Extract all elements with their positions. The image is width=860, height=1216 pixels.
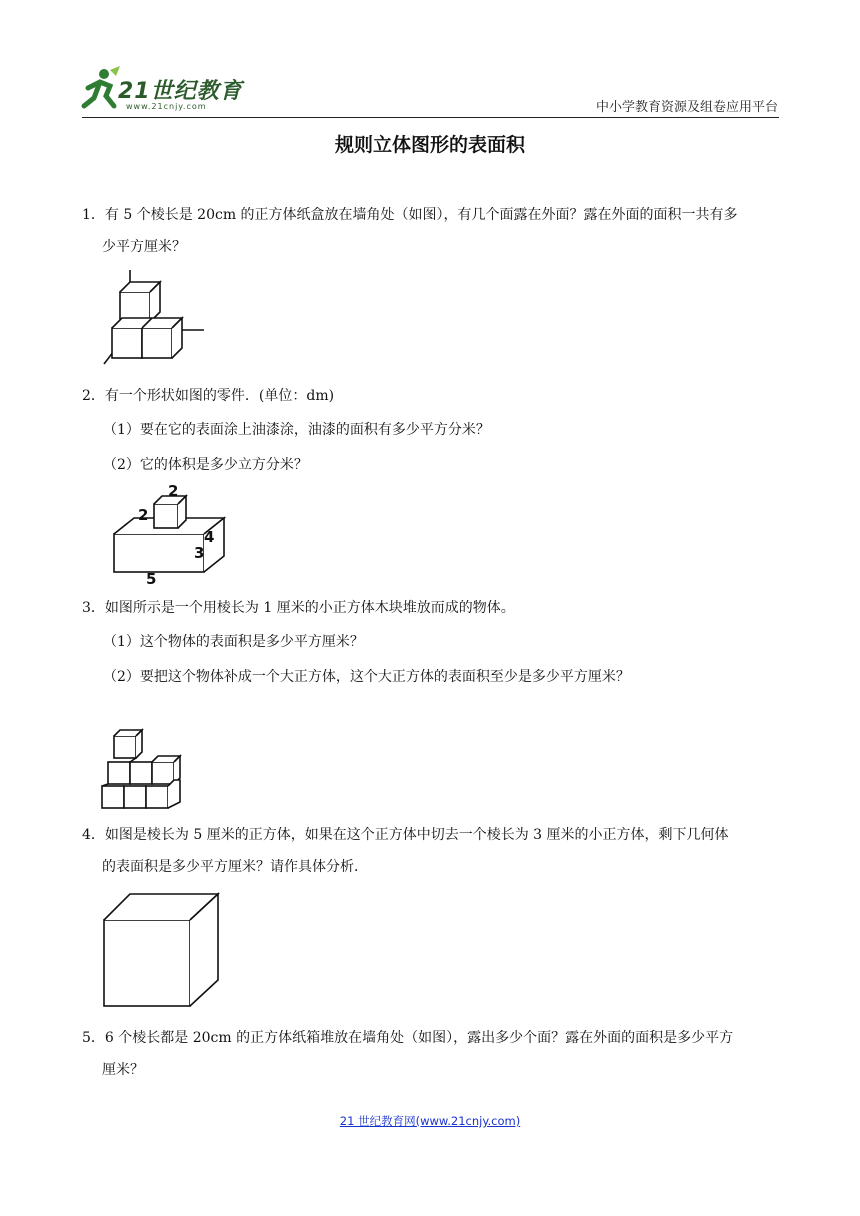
question-1 bbox=[82, 199, 782, 263]
question-3 bbox=[82, 592, 782, 624]
figure-2-label-depth: 4 bbox=[204, 528, 215, 546]
header-tagline: 中小学教育资源及组卷应用平台 bbox=[595, 100, 778, 115]
figure-2-part bbox=[104, 482, 234, 592]
header-divider bbox=[82, 117, 779, 118]
question-2-line1: 2．有一个形状如图的零件．(单位：dm) bbox=[82, 388, 335, 404]
question-3-sub1: （1）这个物体的表面积是多少平方厘米？ bbox=[103, 634, 364, 650]
question-3-line1: 3．如图所示是一个用棱长为 1 厘米的小正方体木块堆放而成的物体。 bbox=[82, 600, 515, 616]
question-5-line2: 厘米？ bbox=[102, 1062, 144, 1078]
question-2-sub2: （2）它的体积是多少立方分米？ bbox=[103, 457, 308, 473]
logo-runner-icon bbox=[80, 66, 120, 114]
question-1-line2: 少平方厘米？ bbox=[102, 239, 186, 255]
question-3-sub2: （2）要把这个物体补成一个大正方体，这个大正方体的表面积至少是多少平方厘米？ bbox=[103, 669, 630, 685]
question-2-sub1: （1）要在它的表面涂上油漆涂，油漆的面积有多少平方分米？ bbox=[103, 422, 490, 438]
question-4 bbox=[82, 819, 782, 883]
page-title: 规则立体图形的表面积 bbox=[334, 134, 525, 156]
logo-url: www.21cnjy.com bbox=[126, 102, 207, 111]
question-2 bbox=[82, 380, 782, 412]
figure-1-corner-boxes bbox=[100, 268, 210, 372]
logo-text: 21世纪教育 bbox=[118, 79, 243, 104]
question-4-line1: 4．如图是棱长为 5 厘米的正方体，如果在这个正方体中切去一个棱长为 3 厘米的小正方体，剩下几何体 bbox=[82, 827, 729, 843]
question-1-line1: 1．有 5 个棱长是 20cm 的正方体纸盒放在墙角处（如图），有几个面露在外面？露在外面的面积一共有多 bbox=[82, 207, 738, 223]
figure-2-label-length: 5 bbox=[146, 570, 157, 588]
question-5 bbox=[82, 1022, 782, 1086]
figure-2-label-height: 3 bbox=[194, 544, 205, 562]
question-5-line1: 5．6 个棱长都是 20cm 的正方体纸箱堆放在墙角处（如图），露出多少个面？露在外面的面积是多少平方 bbox=[82, 1030, 734, 1046]
figure-2-label-top: 2 bbox=[168, 482, 179, 500]
figure-2-label-left: 2 bbox=[138, 506, 149, 524]
question-4-line2: 的表面积是多少平方厘米？请作具体分析． bbox=[102, 859, 368, 875]
footer-link[interactable]: 21 世纪教育网(www.21cnjy.com) bbox=[339, 1114, 521, 1128]
figure-4-cube bbox=[100, 892, 224, 1016]
figure-3-stacked-cubes bbox=[98, 728, 190, 818]
